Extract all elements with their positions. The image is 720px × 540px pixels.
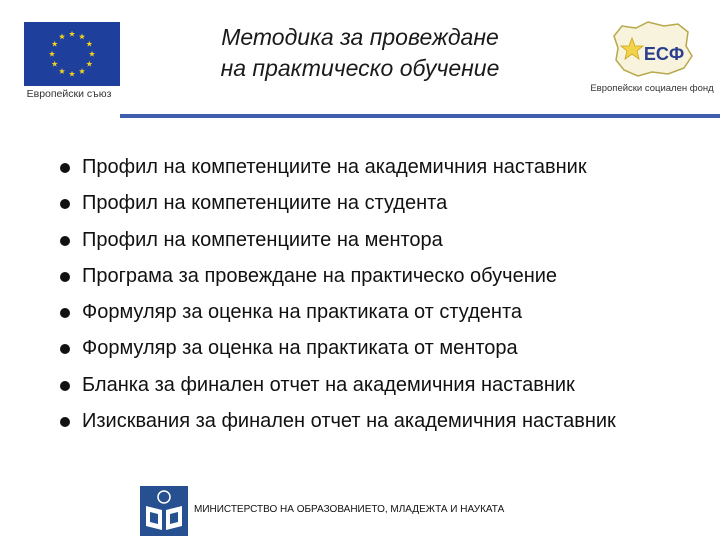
list-item-text: Профил на компетенциите на студента: [82, 192, 448, 215]
bullet-list: [60, 149, 715, 439]
bullet-icon: [60, 236, 70, 246]
list-item: [60, 258, 715, 294]
list-item-text: Профил на компетенциите на ментора: [82, 228, 443, 251]
list-item-text: Формуляр за оценка на практиката от ментора: [82, 337, 518, 360]
ministry-book-icon: [140, 486, 188, 536]
title-line-1: Методика за провеждане: [221, 24, 499, 50]
esf-logo: [590, 14, 714, 98]
bullet-icon: [60, 199, 70, 209]
list-item-text: Профил на компетенциите на академичния наставник: [82, 156, 587, 178]
bullet-icon: [60, 272, 70, 282]
esf-caption: Европейски социален фонд: [590, 83, 714, 94]
list-item-text: Програма за провеждане на практическо обучение: [82, 264, 558, 287]
list-item: [60, 294, 715, 330]
ministry-name: МИНИСТЕРСТВО НА ОБРАЗОВАНИЕТО, МЛАДЕЖТА И НАУКАТА: [194, 504, 505, 515]
list-item: [60, 222, 715, 258]
list-item-text: Бланка за финален отчет на академичния наставник: [82, 373, 575, 396]
list-item: [60, 330, 715, 366]
esf-logo-text: ЕСФ: [643, 44, 685, 64]
bullet-icon: [60, 308, 70, 318]
list-item: [60, 149, 715, 185]
eu-logo: [14, 18, 124, 102]
bullet-icon: [60, 417, 70, 427]
title-line-2: на практическо обучение: [220, 55, 500, 81]
list-item: [60, 403, 715, 439]
list-item-text: Формуляр за оценка на практиката от студента: [82, 301, 523, 324]
bullet-icon: [60, 163, 70, 173]
bullet-icon: [60, 344, 70, 354]
header-divider: [120, 114, 720, 118]
esf-bulgaria-map-icon: [608, 18, 694, 80]
list-item: [60, 185, 715, 221]
eu-caption: Европейски съюз: [26, 88, 112, 100]
eu-flag-icon: [24, 22, 120, 86]
page-title: [160, 22, 560, 84]
list-item: [60, 367, 715, 403]
list-item-text: Изисквания за финален отчет на академичния наставник: [82, 410, 616, 433]
bullet-icon: [60, 381, 70, 391]
